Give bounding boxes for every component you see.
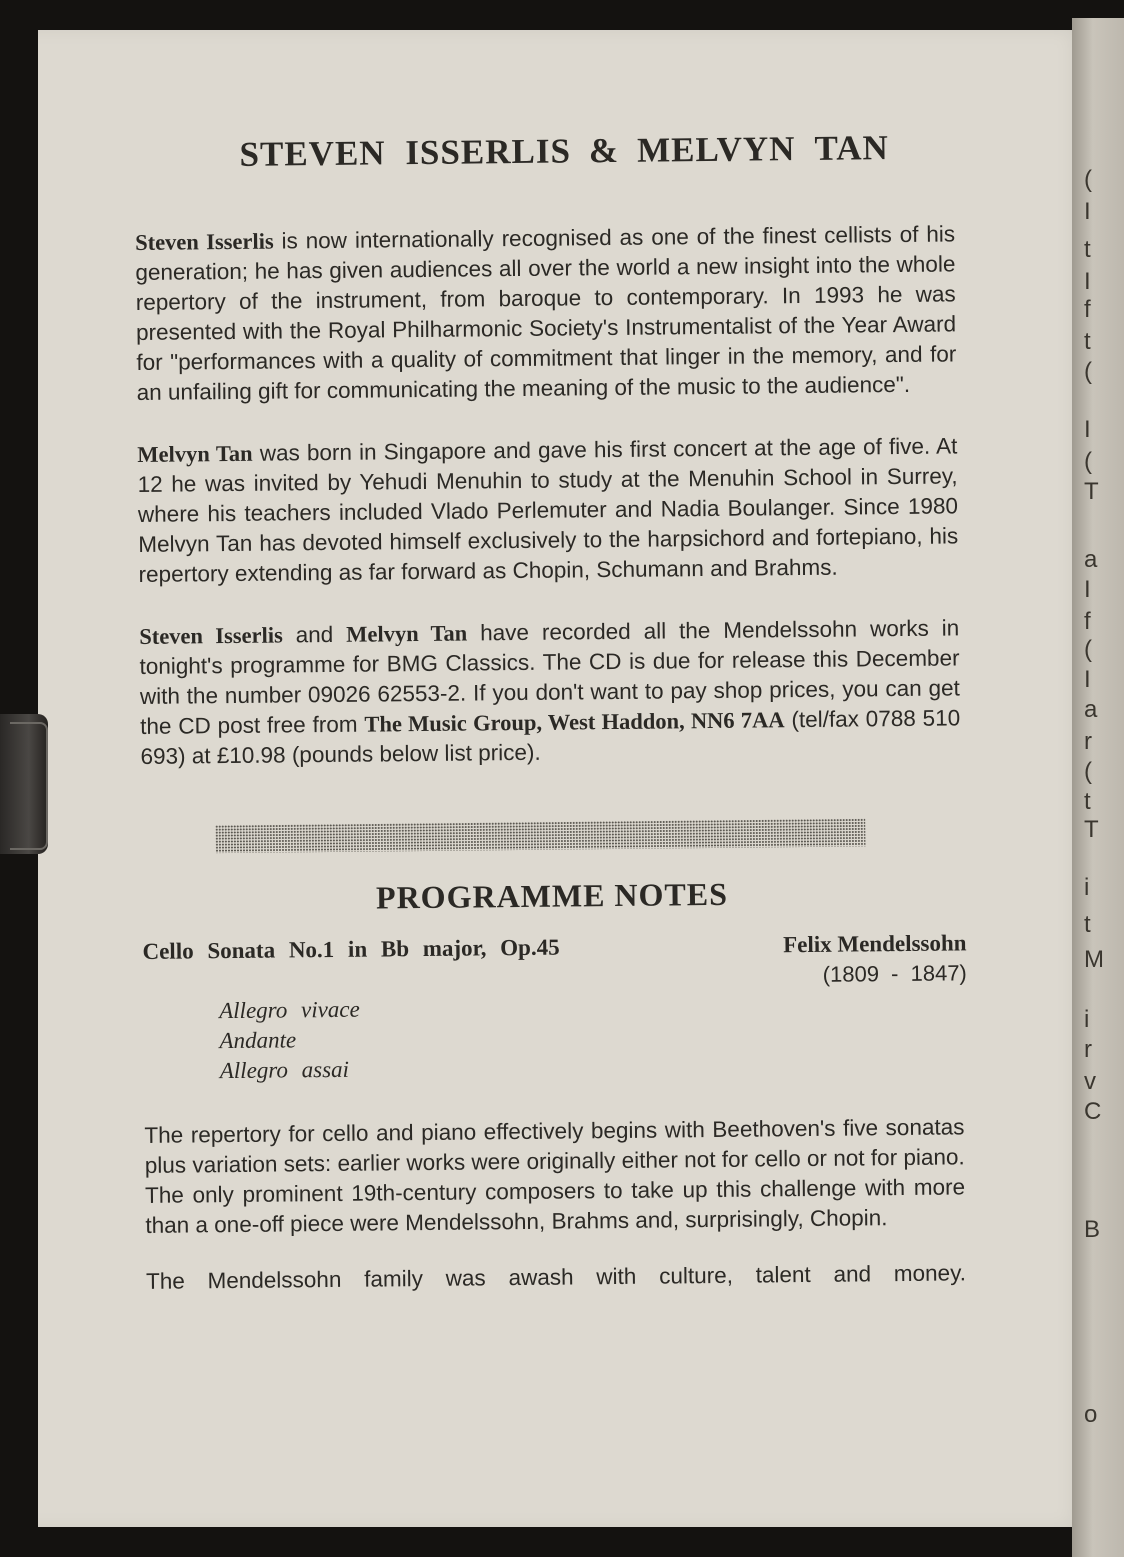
title-left: STEVEN ISSERLIS — [239, 131, 572, 174]
composer-dates: (1809 - 1847) — [822, 960, 967, 987]
facing-page-fragment: v — [1084, 1068, 1096, 1095]
movement-item: Andante — [219, 1027, 297, 1054]
facing-page-fragment: f — [1084, 296, 1091, 323]
work-composer: Felix Mendelssohn — [782, 930, 967, 958]
facing-page-fragment: r — [1084, 728, 1092, 755]
facing-page-fragment: f — [1084, 608, 1091, 635]
notes-paragraph: The repertory for cello and piano effectively begins with Beethoven's five sonatas plus variation sets: earlier works were originally either not for cello or not for piano. The only prominent 19th-century composers to take up this challenge with more than a one-off piece were Mendelssohn, Brahms and, surprisingly, Chopin. — [144, 1114, 966, 1238]
bio-name-2: Melvyn Tan — [346, 620, 468, 647]
bio-tail: (tel/fax 0788 510 693) at £10.98 (pounds below list price). — [140, 705, 961, 769]
work-title: Cello Sonata No.1 in Bb major, Op.45 — [142, 934, 560, 964]
page-content — [134, 127, 966, 1297]
bio-isserlis — [135, 219, 957, 408]
facing-page-fragment: M — [1084, 946, 1104, 973]
facing-page-fragment: t — [1084, 911, 1091, 938]
movement-item: Allegro assai — [219, 1056, 350, 1084]
facing-page-fragment: t — [1084, 788, 1091, 815]
facing-page-fragment: I — [1084, 198, 1091, 225]
facing-page-fragment: i — [1084, 874, 1090, 901]
facing-page-fragment: a — [1084, 696, 1098, 723]
binder-clip — [0, 714, 48, 854]
facing-page-fragment: T — [1084, 816, 1099, 843]
bio-name: Melvyn Tan — [137, 440, 253, 467]
bio-connector: and — [282, 621, 347, 648]
facing-page-fragment: ( — [1084, 166, 1092, 193]
title-ampersand: & — [588, 130, 620, 171]
facing-page-fragment: T — [1084, 478, 1099, 505]
bio-name: Steven Isserlis — [139, 622, 283, 649]
facing-page-fragment: o — [1084, 1401, 1098, 1428]
facing-page-fragment: ( — [1084, 636, 1092, 663]
notes-paragraph: The Mendelssohn family was awash with culture, talent and money. — [145, 1260, 967, 1294]
facing-page-fragment: ( — [1084, 448, 1092, 475]
page-title — [134, 127, 954, 176]
movement-list — [219, 988, 964, 1086]
work-heading — [142, 930, 967, 999]
bio-text: have recorded all the Mendelssohn works in tonight's programme for BMG Classics. The CD is due for release this December with the number 09026 62553-2. If you don't want to pay shop prices, you can get the CD post free from — [139, 615, 960, 739]
document-page — [38, 30, 1090, 1527]
facing-page-fragment: a — [1084, 546, 1098, 573]
section-title: PROGRAMME NOTES — [375, 875, 729, 916]
facing-page-fragment: r — [1084, 1036, 1092, 1063]
shop-address: The Music Group, West Haddon, NN6 7AA — [364, 707, 785, 737]
facing-page-fragment: t — [1084, 328, 1091, 355]
bio-text: is now internationally recognised as one of the finest cellists of his generation; he has given audiences all over the world a new insight into the whole repertory of the instrument, from baroque to contemporary. In 1993 he was presented with the Royal Philharmonic Society's Instrumentalist of the Year Award for "performances with a quality of commitment that linger in the memory, and for an unfailing gift for communicating the meaning of the music to the audience". — [135, 221, 957, 405]
movement-item: Allegro vivace — [219, 996, 360, 1024]
facing-page-fragment: ( — [1084, 358, 1092, 385]
bio-text: was born in Singapore and gave his first concert at the age of five. At 12 he was invited by Yehudi Menuhin to study at the Menuhin School in Surrey, where his teachers included Vlado Perlemuter and Nadia Boulanger. Since 1980 Melvyn Tan has devoted himself exclusively to the harpsichord and fortepiano, his repertory extending as far forward as Chopin, Schumann and Brahms. — [137, 433, 959, 587]
facing-page-edge — [1072, 18, 1124, 1557]
facing-page-fragment: i — [1084, 1006, 1090, 1033]
dotted-divider — [215, 818, 865, 853]
facing-page-fragment: I — [1084, 666, 1091, 693]
binder-clip-inner — [10, 722, 48, 850]
bio-tan — [137, 431, 959, 590]
facing-page-fragment: I — [1084, 576, 1091, 603]
facing-page-fragment: C — [1084, 1098, 1102, 1125]
facing-page-fragment: t — [1084, 236, 1091, 263]
facing-page-fragment: ( — [1084, 758, 1092, 785]
facing-page-fragment: I — [1084, 268, 1091, 295]
bio-name: Steven Isserlis — [134, 228, 274, 255]
facing-page-fragment: I — [1084, 416, 1091, 443]
facing-page-fragment: B — [1084, 1216, 1101, 1243]
bio-recording — [139, 613, 961, 772]
title-right: MELVYN TAN — [636, 128, 890, 170]
